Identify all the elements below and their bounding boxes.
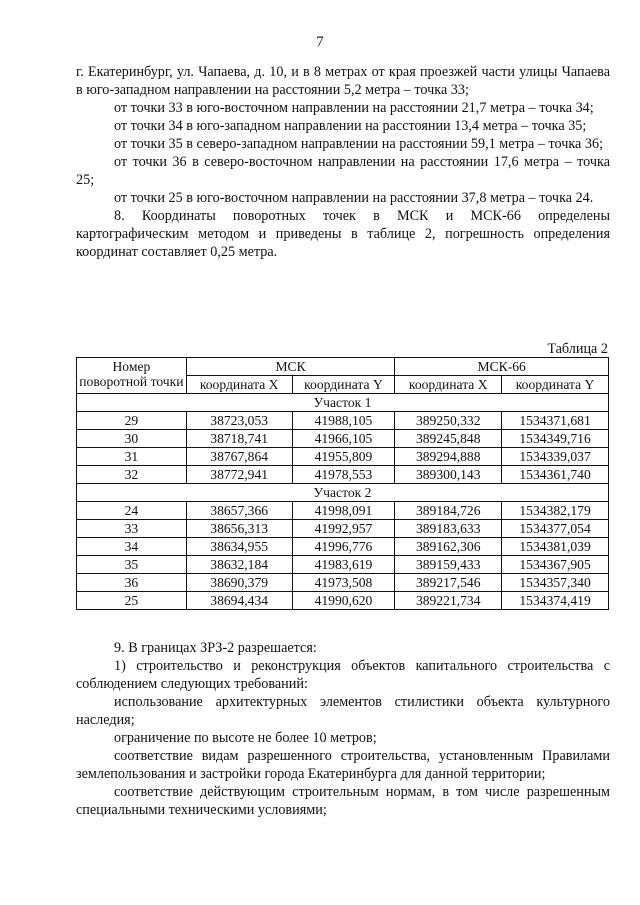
table-section-row — [77, 484, 609, 502]
paragraph: от точки 33 в юго-восточном направлении на расстоянии 21,7 метра – точка 34; — [114, 100, 594, 116]
table-cell: 38772,941 — [186, 466, 292, 484]
header-point-number: Номер поворотной точки — [77, 358, 187, 394]
table-cell: 389300,143 — [395, 466, 502, 484]
table-cell: 1534361,740 — [502, 466, 609, 484]
header-msk66: МСК-66 — [395, 358, 609, 376]
table-section-row — [77, 394, 609, 412]
table-cell: 389221,734 — [395, 592, 502, 610]
table-cell: 1534339,037 — [502, 448, 609, 466]
table-cell: 35 — [77, 556, 187, 574]
table-row — [77, 412, 609, 430]
table-caption: Таблица 2 — [547, 341, 608, 357]
table-cell: 1534357,340 — [502, 574, 609, 592]
table-row — [77, 574, 609, 592]
table-cell: 41966,105 — [292, 430, 395, 448]
table-body — [77, 394, 609, 610]
table-cell: 41973,508 — [292, 574, 395, 592]
header-msk-x: координата X — [186, 376, 292, 394]
table-cell: 38634,955 — [186, 538, 292, 556]
table-cell: 38657,366 — [186, 502, 292, 520]
table-row — [77, 430, 609, 448]
header-msk66-y: координата Y — [502, 376, 609, 394]
paragraph: соответствие видам разрешенного строительства, установленным Правилами землепользования и застройки города Екатеринбурга для данной территории; — [76, 748, 610, 782]
table-cell: 41988,105 — [292, 412, 395, 430]
header-msk-y: координата Y — [292, 376, 395, 394]
table-cell: 389245,848 — [395, 430, 502, 448]
table-cell: 41998,091 — [292, 502, 395, 520]
table-cell: 38718,741 — [186, 430, 292, 448]
text-block-top — [76, 63, 610, 261]
table-cell: 1534374,419 — [502, 592, 609, 610]
header-msk66-x: координата X — [395, 376, 502, 394]
table-cell: 1534349,716 — [502, 430, 609, 448]
paragraph: соответствие действующим строительным нормам, в том числе разрешенным специальными техническими условиями; — [76, 784, 610, 818]
paragraph: использование архитектурных элементов стилистики объекта культурного наследия; — [76, 694, 610, 728]
paragraph: от точки 35 в северо-западном направлении на расстоянии 59,1 метра – точка 36; — [114, 136, 604, 152]
table-cell: 389294,888 — [395, 448, 502, 466]
table-cell: 389162,306 — [395, 538, 502, 556]
table-cell: 34 — [77, 538, 187, 556]
table-cell: 31 — [77, 448, 187, 466]
table-cell: 30 — [77, 430, 187, 448]
table-row — [77, 520, 609, 538]
table-cell: 38690,379 — [186, 574, 292, 592]
table-cell: 38632,184 — [186, 556, 292, 574]
table-cell: 41983,619 — [292, 556, 395, 574]
table-cell: 24 — [77, 502, 187, 520]
table-row — [77, 502, 609, 520]
table-cell: 36 — [77, 574, 187, 592]
table-row — [77, 556, 609, 574]
table-cell: 41996,776 — [292, 538, 395, 556]
table-cell: 389159,433 — [395, 556, 502, 574]
table-cell: 1534377,054 — [502, 520, 609, 538]
section-title: Участок 2 — [77, 484, 609, 502]
table-cell: 33 — [77, 520, 187, 538]
section-title: Участок 1 — [77, 394, 609, 412]
table-cell: 29 — [77, 412, 187, 430]
table-cell: 32 — [77, 466, 187, 484]
table-cell: 38694,434 — [186, 592, 292, 610]
paragraph: 8. Координаты поворотных точек в МСК и МСК-66 определены картографическим методом и приведены в таблице 2, погрешность определения координат составляет 0,25 метра. — [76, 208, 610, 260]
table-cell: 1534382,179 — [502, 502, 609, 520]
table-cell: 1534381,039 — [502, 538, 609, 556]
table-cell: 389184,726 — [395, 502, 502, 520]
paragraph: 9. В границах ЗРЗ-2 разрешается: — [114, 640, 317, 656]
table-cell: 41978,553 — [292, 466, 395, 484]
paragraph: 1) строительство и реконструкция объектов капитального строительства с соблюдением следующих требований: — [76, 658, 610, 692]
table-cell: 1534371,681 — [502, 412, 609, 430]
paragraph: от точки 36 в северо-восточном направлении на расстоянии 17,6 метра – точка 25; — [76, 154, 610, 188]
text-block-bottom — [76, 639, 610, 819]
paragraph: от точки 34 в юго-западном направлении на расстоянии 13,4 метра – точка 35; — [114, 118, 587, 134]
table-row — [77, 448, 609, 466]
table-row — [77, 538, 609, 556]
paragraph: от точки 25 в юго-восточном направлении на расстоянии 37,8 метра – точка 24. — [114, 190, 594, 206]
table-cell: 38723,053 — [186, 412, 292, 430]
paragraph: ограничение по высоте не более 10 метров; — [114, 730, 377, 746]
paragraph: г. Екатеринбург, ул. Чапаева, д. 10, и в 8 метрах от края проезжей части улицы Чапаева в юго-западном направлении на расстоянии 5,2 метра – точка 33; — [76, 64, 610, 98]
table-cell: 389250,332 — [395, 412, 502, 430]
table-cell: 41990,620 — [292, 592, 395, 610]
table-cell: 1534367,905 — [502, 556, 609, 574]
table-cell: 25 — [77, 592, 187, 610]
table-cell: 389183,633 — [395, 520, 502, 538]
table-row — [77, 592, 609, 610]
table-cell: 389217,546 — [395, 574, 502, 592]
table-row — [77, 466, 609, 484]
table-cell: 38656,313 — [186, 520, 292, 538]
page-number: 7 — [316, 34, 324, 50]
table-cell: 38767,864 — [186, 448, 292, 466]
coordinates-table — [76, 357, 609, 610]
table-cell: 41992,957 — [292, 520, 395, 538]
table-cell: 41955,809 — [292, 448, 395, 466]
header-msk: МСК — [186, 358, 395, 376]
